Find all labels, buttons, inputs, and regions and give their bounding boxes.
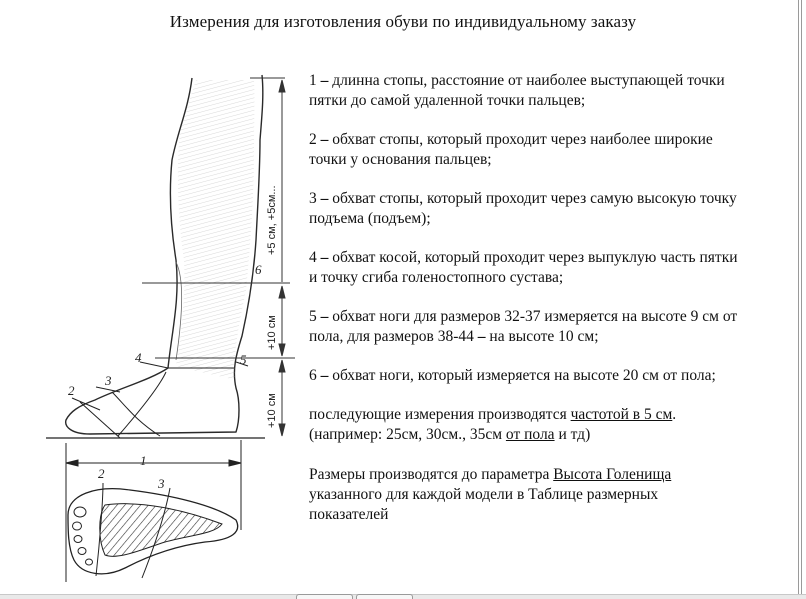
footprint [68, 483, 238, 578]
measurement-descriptions [309, 71, 739, 544]
item-1-dash: – [320, 72, 329, 89]
item-1-number: 1 [309, 72, 317, 89]
followup-link-floor: от пола [505, 426, 555, 443]
leg-measurement-drawing [0, 40, 300, 588]
label-1: 1 [140, 453, 147, 468]
item-6-text: обхват ноги, который измеряется на высоте 20 см от пола; [328, 367, 716, 384]
item-5-text-2: на высоте 10 см; [485, 328, 599, 345]
item-6-number: 6 [309, 367, 317, 384]
item-5-dash: – [320, 308, 329, 325]
followup-part1: последующие измерения производятся [309, 406, 571, 423]
page-edge-scroll-border [798, 0, 802, 599]
item-5-dash-2: – [477, 328, 486, 345]
sizes-note-part2: указанного для каждой модели в Таблице размерных показателей [309, 486, 659, 523]
item-2-number: 2 [309, 131, 317, 148]
item-4-number: 4 [309, 249, 317, 266]
item-5-text: обхват ноги для размеров 32-37 измеряется на высоте 9 см от пола, для размеров 38-44 [309, 308, 738, 345]
label-2-bottom: 2 [98, 466, 105, 481]
followup-note [309, 405, 739, 445]
item-2-dash: – [320, 131, 329, 148]
followup-part3: и тд) [554, 426, 591, 443]
page-title: Измерения для изготовления обуви по индивидуальному заказу [169, 12, 637, 31]
sizes-note-link: Высота Голенища [553, 466, 672, 483]
dim-label-upper: +5 см, +5см... [266, 185, 278, 255]
sizes-note-part1: Размеры производятся до параметра [309, 466, 554, 483]
item-3-dash: – [320, 190, 329, 207]
item-1-text: длинна стопы, расстояние от наиболее выступающей точки пятки до самой удаленной точки пальцев; [309, 72, 725, 109]
followup-part2: . (например: 25см, 30см., 35см [309, 406, 677, 443]
sizes-note [309, 465, 739, 525]
item-3-text: обхват стопы, который проходит через самую высокую точку подъема (подъем); [309, 190, 737, 227]
bottom-tab-2[interactable] [356, 594, 413, 599]
item-3 [309, 189, 739, 229]
item-6 [309, 366, 739, 386]
item-4-text: обхват косой, который проходит через выпуклую часть пятки и точку сгиба голеностопного сустава; [309, 249, 738, 286]
dim-label-middle: +10 см [266, 315, 278, 350]
item-4-dash: – [320, 249, 329, 266]
label-4: 4 [135, 350, 142, 365]
item-1 [309, 71, 739, 111]
item-2-text: обхват стопы, который проходит через наиболее широкие точки у основания пальцев; [309, 131, 713, 168]
item-5-number: 5 [309, 308, 317, 325]
item-6-dash: – [320, 367, 329, 384]
label-2-side: 2 [68, 383, 75, 398]
dim-label-lower: +10 см [266, 393, 278, 428]
label-6: 6 [255, 262, 262, 277]
label-3-bottom: 3 [158, 476, 165, 491]
bottom-tab-1[interactable] [296, 594, 353, 599]
item-3-number: 3 [309, 190, 317, 207]
dimension-lines [279, 80, 285, 436]
item-5 [309, 307, 739, 347]
label-3-side: 3 [105, 373, 112, 388]
followup-link-frequency: частотой в 5 см [570, 406, 673, 423]
bottom-bar [0, 594, 806, 599]
item-4 [309, 248, 739, 288]
label-5: 5 [240, 352, 247, 367]
item-2 [309, 130, 739, 170]
